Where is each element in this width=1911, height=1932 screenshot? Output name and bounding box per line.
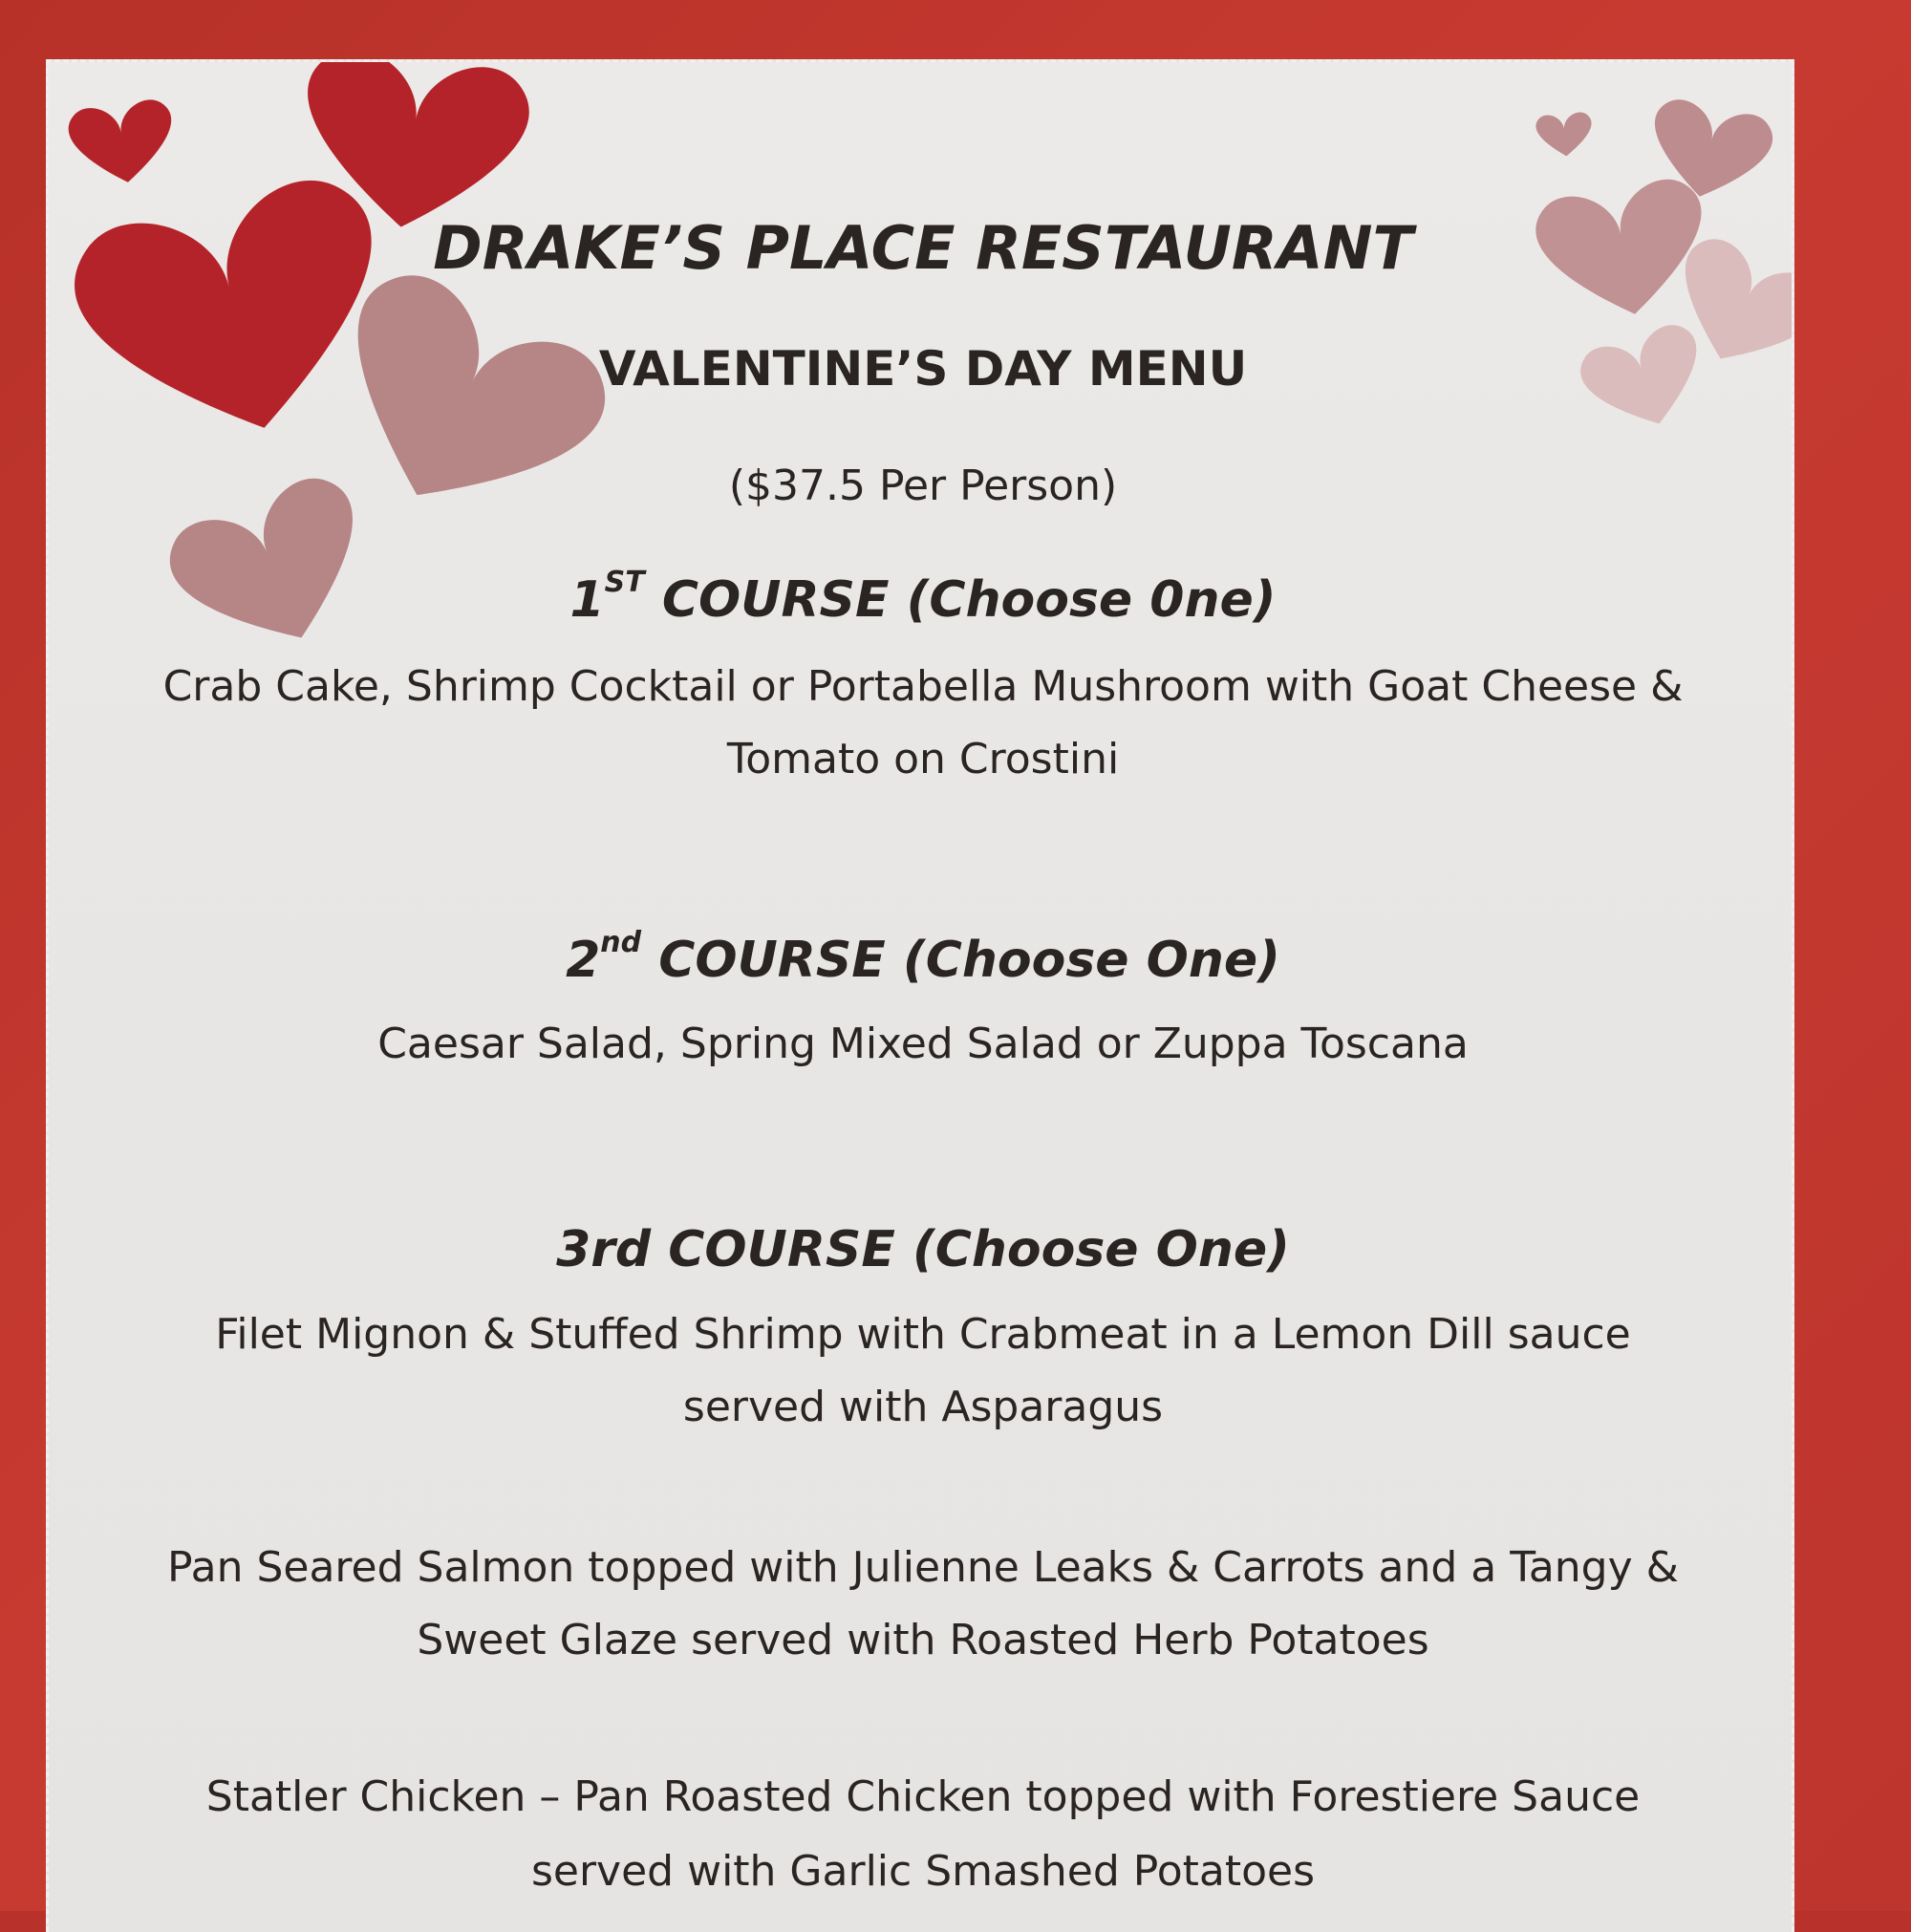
course-3-item-1-line-1: Filet Mignon & Stuffed Shrimp with Crabmeat in a Lemon Dill sauce bbox=[215, 1310, 1631, 1359]
menu-paper bbox=[46, 59, 1794, 1932]
course-1-item-line-1: Crab Cake, Shrimp Cocktail or Portabella Mushroom with Goat Cheese & bbox=[162, 662, 1684, 711]
price-per-person: ($37.5 Per Person) bbox=[728, 462, 1118, 510]
course-3-item-1-line-2: served with Asparagus bbox=[682, 1383, 1164, 1431]
course-3-item-2-line-2: Sweet Glaze served with Roasted Herb Potatoes bbox=[417, 1616, 1429, 1664]
heart-icon bbox=[66, 97, 180, 189]
course-3-heading: 3rd COURSE (Choose One) bbox=[556, 1221, 1290, 1278]
course-1-item-line-2: Tomato on Crostini bbox=[726, 735, 1120, 784]
heart-icon bbox=[62, 167, 411, 464]
course-3-item-3-line-2: served with Garlic Smashed Potatoes bbox=[530, 1847, 1316, 1896]
course-2-heading: 2nd COURSE (Choose One) bbox=[566, 926, 1280, 989]
heart-icon bbox=[1535, 111, 1594, 158]
course-3-item-3-line-1: Statler Chicken – Pan Roasted Chicken topped with Forestiere Sauce bbox=[205, 1772, 1641, 1821]
menu-title: VALENTINE’S DAY MENU bbox=[598, 341, 1248, 397]
course-2-item-line-1: Caesar Salad, Spring Mixed Salad or Zuppa Toscana bbox=[377, 1020, 1469, 1068]
course-1-heading: 1ST COURSE (Choose 0ne) bbox=[569, 566, 1277, 629]
restaurant-name: DRAKE’S PLACE RESTAURANT bbox=[433, 213, 1413, 283]
course-3-item-2-line-1: Pan Seared Salmon topped with Julienne Leaks & Carrots and a Tangy & bbox=[167, 1543, 1679, 1592]
